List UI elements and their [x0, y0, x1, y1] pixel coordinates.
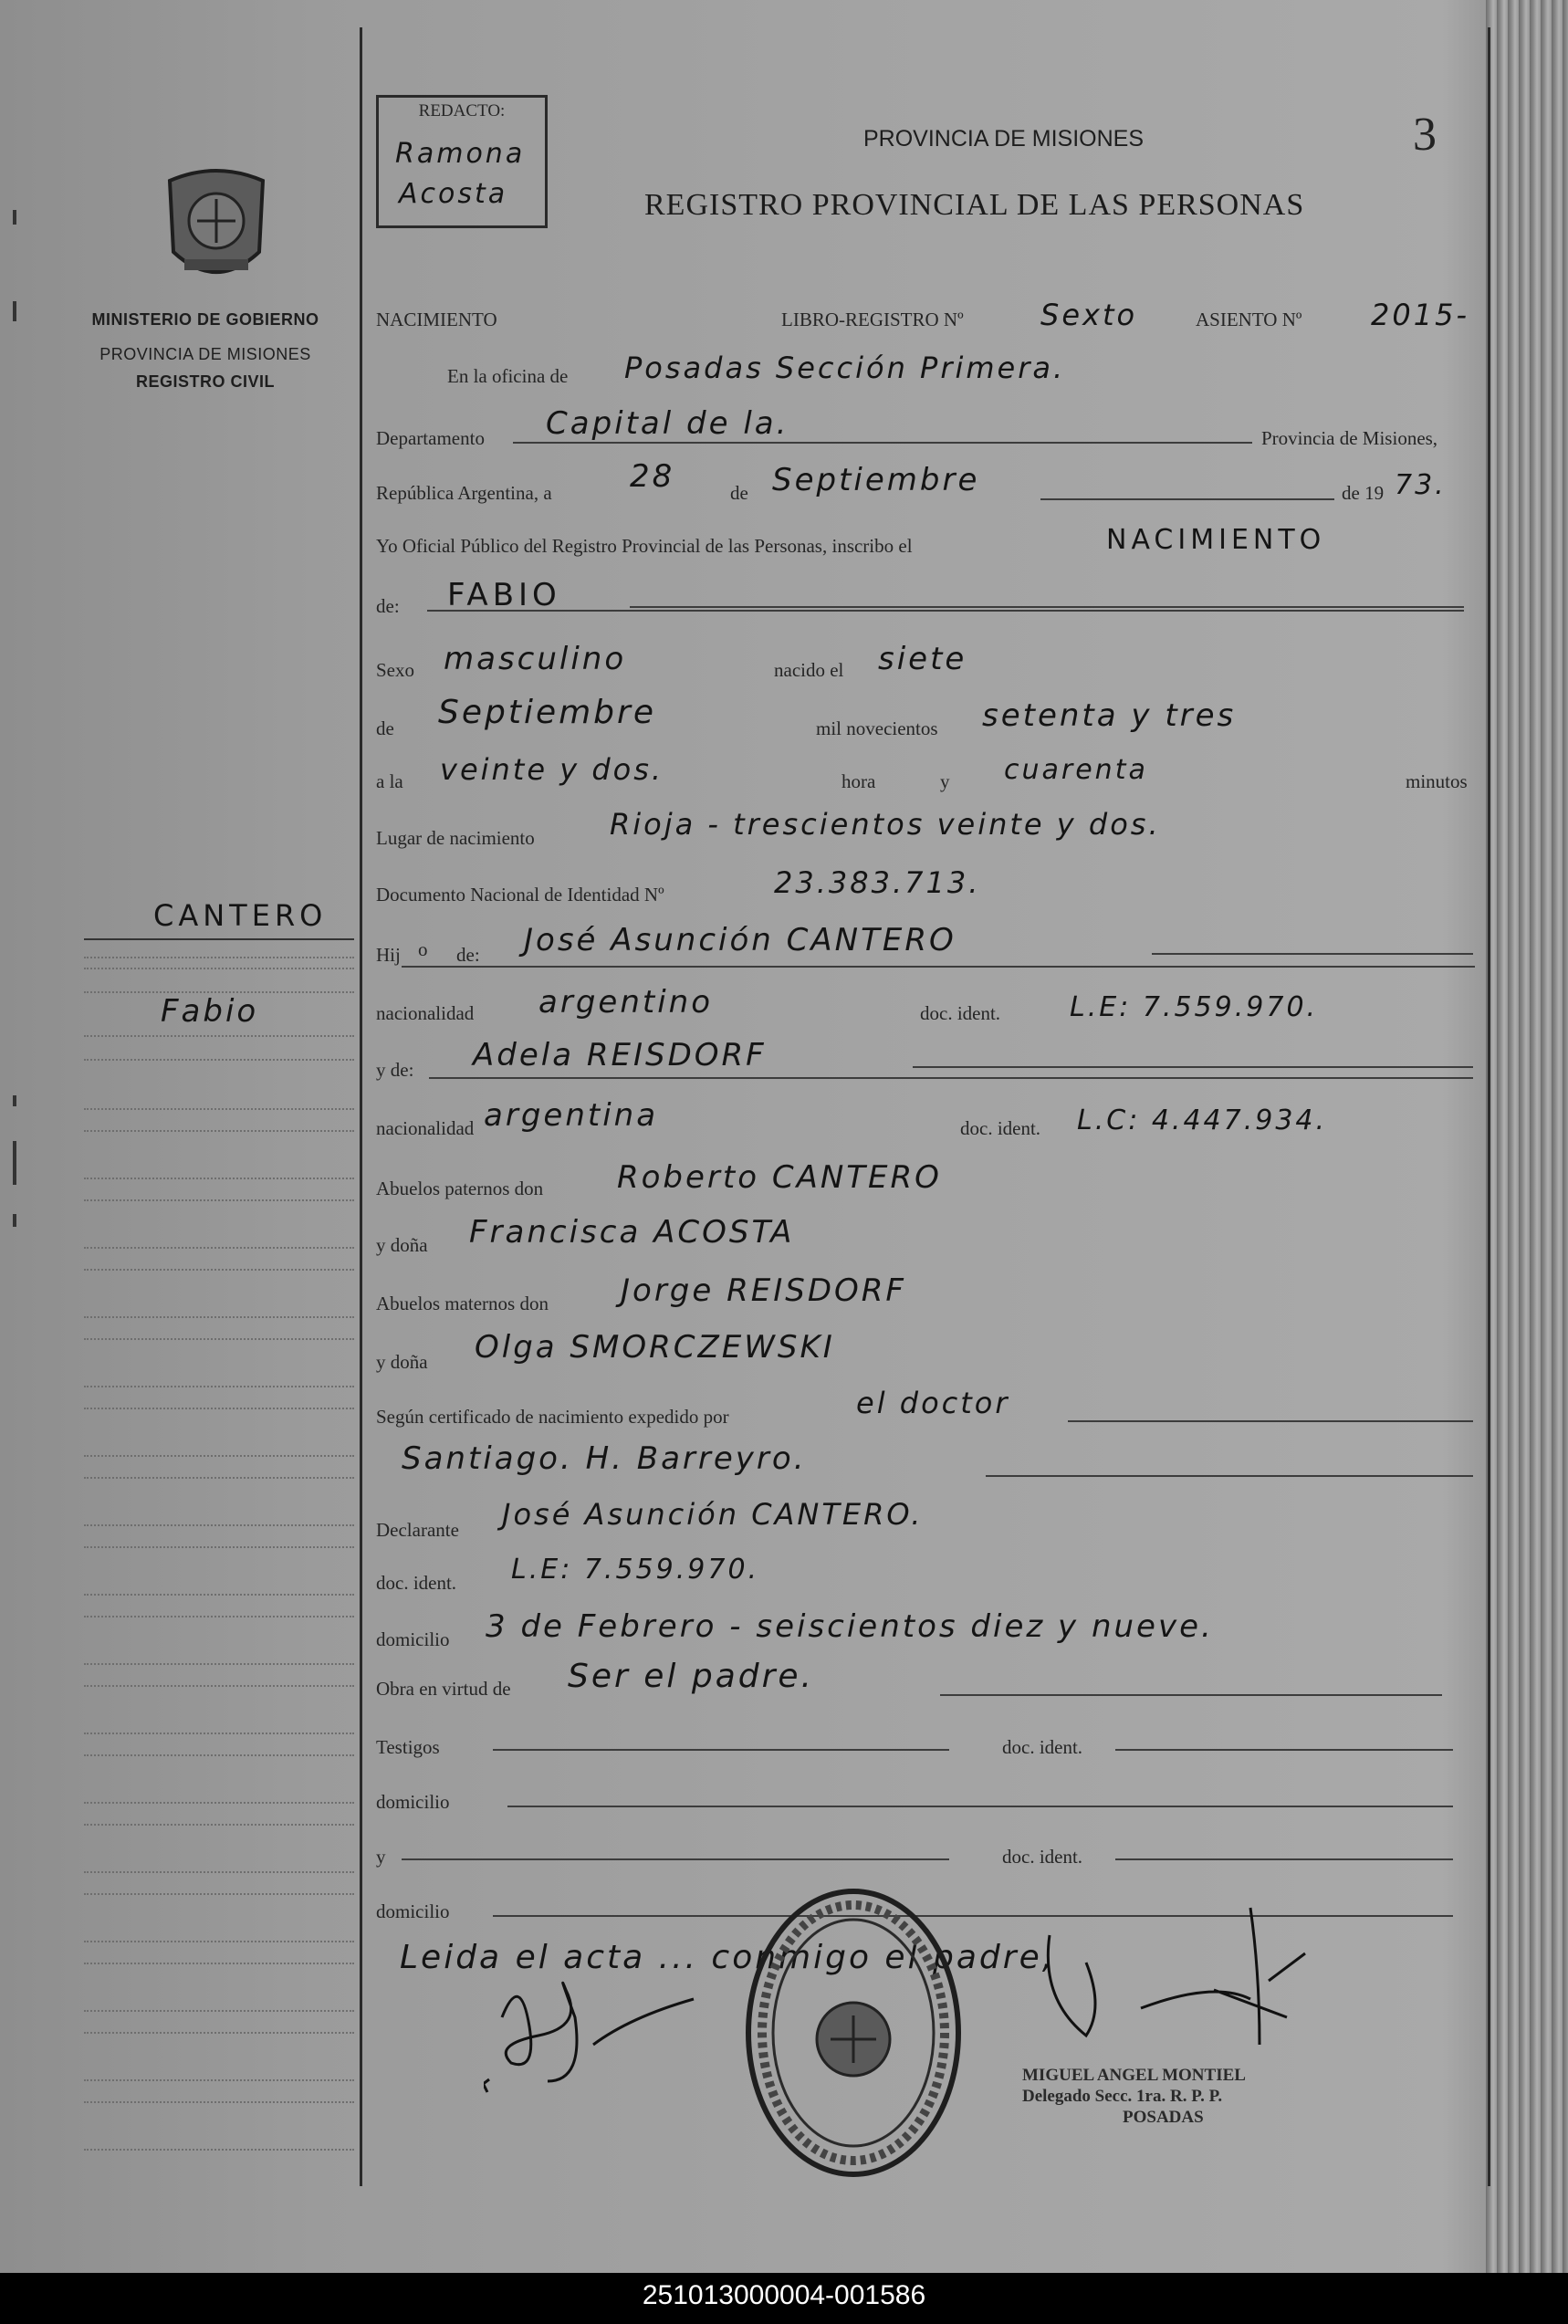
declarante-doc-value: L.E: 7.559.970. [511, 1554, 760, 1586]
sexo-value: masculino [444, 641, 627, 677]
abuelo-materno-value: Jorge REISDORF [621, 1272, 906, 1309]
libro-label: LIBRO-REGISTRO Nº [781, 309, 964, 330]
margin-surname: CANTERO [153, 898, 328, 933]
left-margin-rule [360, 27, 362, 2186]
rule [1040, 498, 1334, 500]
oficial-text: Yo Oficial Público del Registro Provincial de las Personas, inscribo el [376, 535, 913, 557]
mes-value: Septiembre [772, 462, 980, 498]
hijo-label: Hij [376, 944, 401, 966]
de-nombre-label: de: [376, 595, 400, 617]
rule [1115, 1749, 1453, 1751]
madre-nacionalidad-value: argentina [484, 1097, 659, 1134]
signature-right [1031, 1899, 1396, 2063]
declarante-doc-label: doc. ident. [376, 1572, 457, 1594]
provincia-suffix: Provincia de Misiones, [1261, 427, 1438, 449]
margin-given-name: Fabio [161, 993, 259, 1030]
hijo-suffix: o [418, 938, 428, 960]
mil-value: setenta y tres [982, 697, 1237, 734]
padre-doc-label: doc. ident. [920, 1002, 1001, 1024]
abuelos-maternos-label: Abuelos maternos don [376, 1293, 549, 1314]
padre-nacionalidad-label: nacionalidad [376, 1002, 475, 1024]
book-binding-edge [1486, 0, 1568, 2273]
nacido-value: siete [878, 641, 967, 677]
official-role: Delegado Secc. 1ra. R. P. P. [1022, 2087, 1223, 2106]
oficina-value: Posadas Sección Primera. [624, 351, 1066, 385]
testigo1-doc-label: doc. ident. [1002, 1736, 1083, 1758]
y-label: y [940, 770, 950, 792]
abuelo-paterno-value: Roberto CANTERO [617, 1159, 942, 1196]
registry-heading: REGISTRO PROVINCIAL DE LAS PERSONAS [644, 188, 1305, 222]
lugar-label: Lugar de nacimiento [376, 827, 535, 849]
registro-civil-subtitle: REGISTRO CIVIL [135, 372, 275, 391]
obra-label: Obra en virtud de [376, 1678, 511, 1700]
de-label: de [730, 482, 748, 504]
testigos-label: Testigos [376, 1736, 440, 1758]
asiento-label: ASIENTO Nº [1196, 309, 1302, 330]
rule [429, 1077, 1473, 1079]
certificado-value: el doctor [856, 1386, 1010, 1420]
padre-nacionalidad-value: argentino [538, 984, 713, 1021]
rule [493, 1749, 949, 1751]
y-de-label: y de: [376, 1059, 414, 1081]
ministry-title: MINISTERIO DE GOBIERNO [91, 310, 319, 329]
nacimiento-label: NACIMIENTO [376, 309, 497, 330]
dni-label: Documento Nacional de Identidad Nº [376, 884, 664, 906]
obra-value: Ser el padre. [568, 1658, 814, 1695]
certificado-value2: Santiago. H. Barreyro. [402, 1440, 807, 1477]
footer-bar [0, 2273, 1568, 2324]
rule [1068, 1420, 1473, 1422]
mil-label: mil novecientos [816, 717, 938, 739]
official-seal-stamp-icon [739, 1882, 967, 2183]
abuela-paterna-label: y doña [376, 1234, 428, 1256]
madre-doc-label: doc. ident. [960, 1117, 1041, 1139]
rule [507, 1806, 1453, 1807]
province-heading: PROVINCIA DE MISIONES [863, 126, 1145, 152]
rule [940, 1694, 1442, 1696]
republica-label: República Argentina, a [376, 482, 552, 504]
page-number: 3 [1413, 109, 1437, 161]
redacto-name-line2: Acosta [399, 178, 508, 210]
inscribo-value: NACIMIENTO [1106, 524, 1326, 556]
de-mes-label: de [376, 717, 394, 739]
testigo1-domicilio-label: domicilio [376, 1791, 450, 1813]
document-id: 251013000004-001586 [642, 2280, 926, 2310]
oficina-label: En la oficina de [447, 365, 569, 387]
minutos-value: cuarenta [1004, 754, 1148, 786]
anio-value: 73. [1395, 469, 1447, 501]
departamento-value: Capital de la. [546, 405, 789, 442]
right-margin-rule [1488, 27, 1490, 2186]
anio-label: de 19 [1342, 482, 1385, 504]
dia-value: 28 [630, 458, 675, 495]
asiento-value: 2015- [1371, 298, 1469, 332]
hora-label: hora [841, 770, 876, 792]
rule [402, 966, 1475, 968]
certificado-label: Según certificado de nacimiento expedido por [376, 1406, 729, 1428]
hora-value: veinte y dos. [440, 752, 664, 787]
padre-doc-value: L.E: 7.559.970. [1070, 991, 1319, 1023]
padre-value: José Asunción CANTERO [524, 922, 956, 958]
madre-value: Adela REISDORF [473, 1037, 767, 1073]
rule [1115, 1858, 1453, 1860]
rule [630, 606, 1464, 608]
rule [986, 1475, 1473, 1477]
a-la-label: a la [376, 770, 403, 792]
departamento-label: Departamento [376, 427, 485, 449]
official-name-block [1022, 2065, 1246, 2128]
provincial-emblem-icon [161, 164, 272, 292]
declarante-value: José Asunción CANTERO. [502, 1497, 924, 1532]
lugar-value: Rioja - trescientos veinte y dos. [610, 807, 1161, 842]
nacido-label: nacido el [774, 659, 844, 681]
hijo-de-label: de: [456, 944, 480, 966]
closing-text: Leida el acta ... conmigo el padre, [400, 1939, 1056, 1976]
abuela-materna-value: Olga SMORCZEWSKI [475, 1329, 835, 1366]
official-name: MIGUEL ANGEL MONTIEL [1022, 2066, 1246, 2085]
testigo2-domicilio-label: domicilio [376, 1900, 450, 1922]
rule [402, 1858, 949, 1860]
signature-left [484, 1963, 712, 2099]
redacto-label: REDACTO: [418, 101, 506, 120]
redacto-name-line1: Ramona [395, 138, 526, 170]
madre-doc-value: L.C: 4.447.934. [1077, 1104, 1328, 1136]
dni-value: 23.383.713. [774, 865, 981, 900]
official-city: POSADAS [1123, 2108, 1204, 2127]
testigo2-doc-label: doc. ident. [1002, 1846, 1083, 1868]
domicilio-value: 3 de Febrero - seiscientos diez y nueve. [486, 1608, 1214, 1645]
y2-label: y [376, 1846, 386, 1868]
minutos-label: minutos [1406, 770, 1468, 792]
abuela-paterna-value: Francisca ACOSTA [469, 1214, 795, 1251]
declarante-label: Declarante [376, 1519, 459, 1541]
sexo-label: Sexo [376, 659, 414, 681]
libro-value: Sexto [1040, 298, 1138, 332]
rule [1152, 953, 1473, 955]
domicilio-label: domicilio [376, 1628, 450, 1650]
province-subtitle: PROVINCIA DE MISIONES [99, 345, 311, 363]
nac-mes-value: Septiembre [438, 694, 656, 731]
redacto-box [376, 95, 548, 228]
rule [913, 1066, 1473, 1068]
rule [513, 442, 1252, 444]
nombre-value: FABIO [447, 577, 561, 613]
abuelos-paternos-label: Abuelos paternos don [376, 1178, 544, 1199]
rule [427, 610, 1464, 612]
madre-nacionalidad-label: nacionalidad [376, 1117, 475, 1139]
abuela-materna-label: y doña [376, 1351, 428, 1373]
